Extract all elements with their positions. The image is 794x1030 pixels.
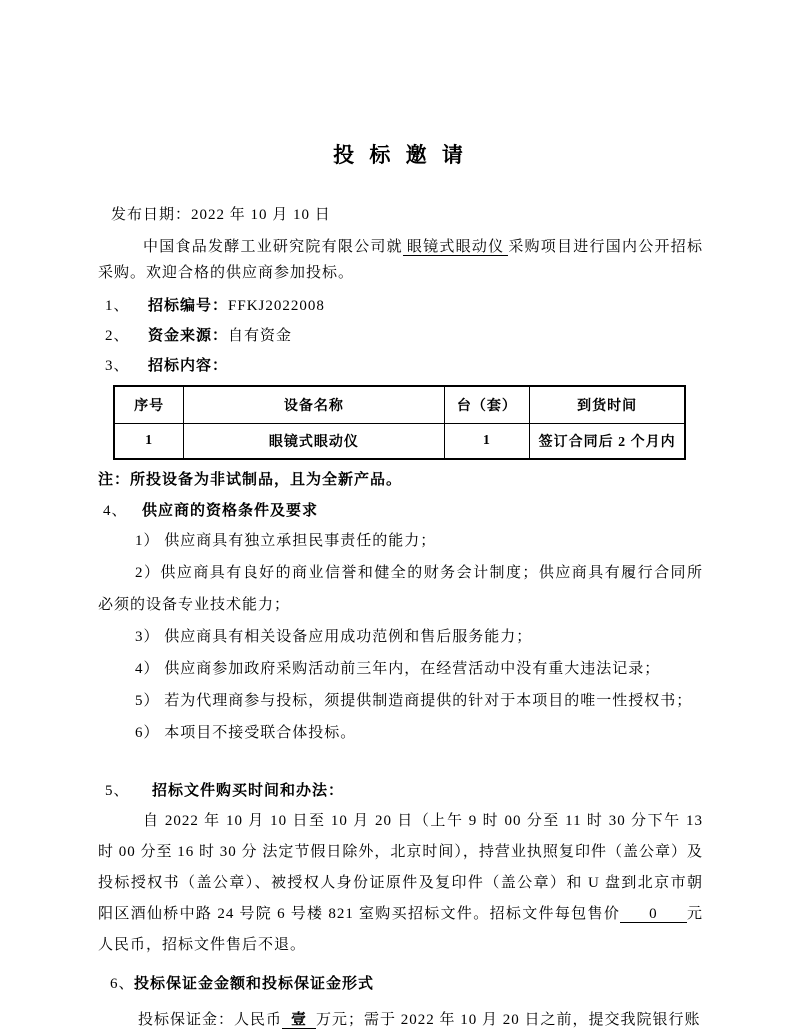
header-quantity: 台（套） bbox=[444, 386, 530, 424]
qualification-item: 1） 供应商具有独立承担民事责任的能力； bbox=[135, 533, 437, 549]
qualification-item: 5） 若为代理商参与投标，须提供制造商提供的针对于本项目的唯一性授权书； bbox=[135, 693, 693, 709]
section6-heading bbox=[110, 974, 703, 994]
item-number: 2、 bbox=[105, 328, 130, 344]
item-label: 招标内容： bbox=[148, 358, 229, 374]
equipment-table bbox=[113, 385, 686, 460]
qualification-item: 2）供应商具有良好的商业信誉和健全的财务会计制度；供应商具有履行合同所必须的设备专业技术能力； bbox=[98, 565, 703, 613]
cell-seq: 1 bbox=[114, 424, 184, 460]
item-number: 1、 bbox=[105, 298, 130, 314]
item-value: FFKJ2022008 bbox=[228, 298, 325, 314]
qualification-item: 6） 本项目不接受联合体投标。 bbox=[135, 725, 357, 741]
section-number: 4、 bbox=[103, 503, 128, 519]
item-fund-source bbox=[105, 326, 703, 346]
qualification-item: 3） 供应商具有相关设备应用成功范例和售后服务能力； bbox=[135, 629, 533, 645]
deposit-text-post: 万元；需于 2022 年 10 月 20 日之前，提交我院银行账 bbox=[316, 1012, 701, 1028]
cell-delivery-time: 签订合同后 2 个月内 bbox=[530, 424, 685, 460]
table-row bbox=[114, 424, 685, 460]
document-title: 投 标 邀 请 bbox=[333, 143, 468, 167]
qualification-item: 4） 供应商参加政府采购活动前三年内，在经营活动中没有重大违法记录； bbox=[135, 661, 661, 677]
intro-paragraph bbox=[98, 234, 703, 286]
section5-heading bbox=[105, 781, 703, 801]
section-number: 6、 bbox=[110, 976, 135, 992]
table-note: 注：所投设备为非试制品，且为全新产品。 bbox=[98, 472, 403, 488]
deposit-amount-underlined: 壹 bbox=[282, 1012, 316, 1029]
intro-text-pre: 中国食品发酵工业研究院有限公司就 bbox=[143, 239, 403, 255]
deposit-text-pre: 投标保证金：人民币 bbox=[138, 1012, 283, 1028]
publish-date: 发布日期：2022 年 10 月 10 日 bbox=[111, 207, 331, 223]
item-label: 招标编号： bbox=[148, 298, 229, 314]
purchase-info-pre: 自 2022 年 10 月 10 日至 10 月 20 日（上午 9 时 00 分至 11 时 30 分下午 13 时 00 分至 16 时 30 分 法定节假日除外，北京时间），持营业执照复印件（盖公章）及投标授权书（盖公章）、被授权人身份证原件及复印件（盖公章）和 U 盘到北京市朝阳区酒仙桥中路 24 号院 6 号楼 821 室购买招标文件。招标文件每包售价 bbox=[98, 813, 703, 922]
price-underlined-value: 0 bbox=[620, 906, 687, 923]
item-number: 3、 bbox=[105, 358, 130, 374]
item-label: 资金来源： bbox=[148, 328, 229, 344]
section6-body bbox=[98, 1010, 703, 1030]
cell-device-name: 眼镜式眼动仪 bbox=[184, 424, 444, 460]
section-number: 5、 bbox=[105, 783, 130, 799]
item-value: 自有资金 bbox=[228, 328, 293, 344]
intro-text-post: 采购项目进行国内公开招标采购。欢迎合格的供应商参加投标。 bbox=[98, 239, 703, 281]
section5-body bbox=[98, 806, 703, 961]
item-bid-number bbox=[105, 296, 703, 316]
header-seq: 序号 bbox=[114, 386, 184, 424]
item-bid-content bbox=[105, 356, 703, 376]
intro-underlined-item: 眼镜式眼动仪 bbox=[403, 239, 508, 256]
section4-heading bbox=[103, 501, 703, 521]
section4-items bbox=[98, 525, 703, 749]
section-title: 投标保证金金额和投标保证金形式 bbox=[134, 976, 375, 992]
section-title: 招标文件购买时间和办法： bbox=[152, 783, 345, 799]
purchase-info-post: 元人民币，招标文件售后不退。 bbox=[98, 906, 703, 953]
cell-quantity: 1 bbox=[444, 424, 530, 460]
section-title: 供应商的资格条件及要求 bbox=[142, 503, 319, 519]
table-header-row bbox=[114, 386, 685, 424]
header-delivery-time: 到货时间 bbox=[530, 386, 685, 424]
header-device-name: 设备名称 bbox=[184, 386, 444, 424]
